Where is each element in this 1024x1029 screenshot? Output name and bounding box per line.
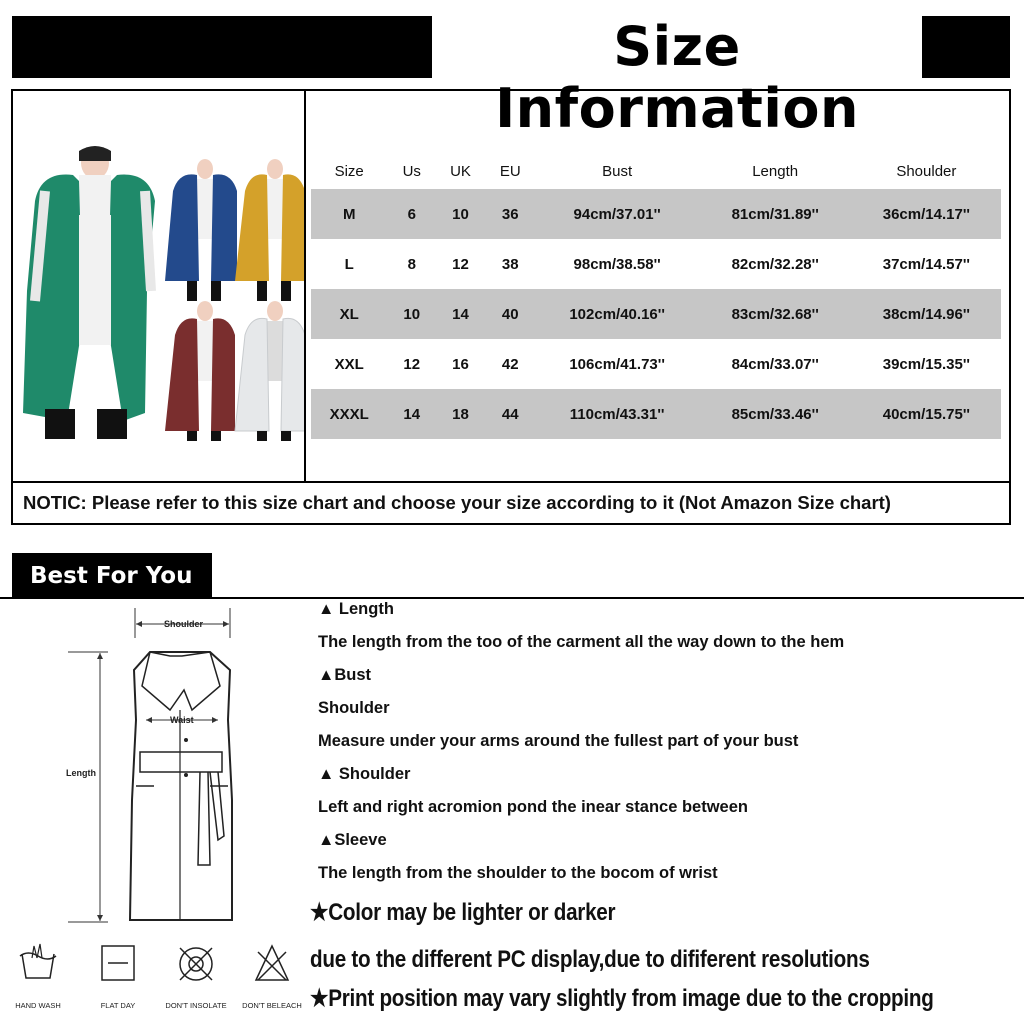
note-bust-sub: Shoulder (318, 699, 390, 717)
cell: 106cm/41.73'' (536, 339, 699, 389)
care-label: DON'T BELEACH (242, 1001, 302, 1010)
color-note-2: due to the different PC display,due to dififerent resolutions (310, 946, 870, 973)
care-label: DON'T INSOLATE (165, 1001, 227, 1010)
measurement-diagram (60, 600, 260, 930)
cell: 38 (485, 239, 536, 289)
model-maroon (165, 301, 235, 441)
care-label: FLAT DAY (100, 1001, 136, 1010)
cell: 83cm/32.68'' (699, 289, 852, 339)
cell: 36 (485, 189, 536, 239)
cell: 37cm/14.57'' (852, 239, 1001, 289)
vertical-divider (304, 91, 306, 481)
length-label: Length (66, 768, 96, 778)
cell: 38cm/14.96'' (852, 289, 1001, 339)
cell: 36cm/14.17'' (852, 189, 1001, 239)
col-uk: UK (450, 162, 471, 180)
note-length: The length from the too of the carment all the way down to the hem (318, 633, 845, 651)
care-label: HAND WASH (15, 1001, 61, 1010)
page-title: Size Information (432, 16, 922, 78)
model-green (23, 146, 155, 439)
cell: 39cm/15.35'' (852, 339, 1001, 389)
best-for-you-tab: Best For You (12, 553, 212, 597)
section-line (0, 597, 1024, 599)
title-bar (12, 15, 1010, 140)
color-note-1: ★Color may be lighter or darker (310, 899, 616, 926)
model-yellow (235, 159, 304, 301)
note-sleeve: The length from the shoulder to the bocom of wrist (318, 864, 718, 882)
note-heading-bust: ▲Bust (318, 666, 371, 684)
do-not-insolate-icon (180, 948, 212, 980)
model-white (235, 301, 304, 441)
table-row (311, 289, 1001, 339)
note-bust: Measure under your arms around the fullest part of your bust (318, 732, 799, 750)
table-row (311, 239, 1001, 289)
cell: 40 (485, 289, 536, 339)
cell: 81cm/31.89'' (699, 189, 852, 239)
cell: 16 (436, 339, 485, 389)
cell: 82cm/32.28'' (699, 239, 852, 289)
cell: 6 (387, 189, 436, 239)
cell: XXXL (311, 389, 387, 439)
shoulder-label: Shoulder (164, 619, 204, 629)
cell: 102cm/40.16'' (536, 289, 699, 339)
col-length: Length (752, 162, 799, 180)
table-row (311, 339, 1001, 389)
care-icons (10, 940, 310, 1024)
cell: 10 (436, 189, 485, 239)
cell: XXL (311, 339, 387, 389)
cell: 44 (485, 389, 536, 439)
size-table (311, 153, 1001, 439)
size-chart-box (11, 89, 1011, 525)
cell: 84cm/33.07'' (699, 339, 852, 389)
cell: XL (311, 289, 387, 339)
do-not-bleach-icon (256, 946, 288, 980)
size-notice: NOTIC: Please refer to this size chart and choose your size according to it (Not Amazon Size chart) (23, 492, 891, 513)
cell: 40cm/15.75'' (852, 389, 1001, 439)
col-eu: EU (499, 162, 521, 180)
horizontal-divider (13, 481, 1009, 483)
vest-models-illustration (13, 91, 304, 481)
care-icons-row (10, 940, 310, 1024)
cell: 98cm/38.58'' (536, 239, 699, 289)
model-blue (165, 159, 237, 301)
cell: 18 (436, 389, 485, 439)
color-note-3: ★Print position may vary slightly from image due to the cropping (310, 985, 934, 1012)
cell: L (311, 239, 387, 289)
hand-wash-icon (20, 944, 56, 978)
cell: 12 (387, 339, 436, 389)
cell: 85cm/33.46'' (699, 389, 852, 439)
col-us: Us (402, 162, 421, 180)
cell: 14 (387, 389, 436, 439)
cell: 110cm/43.31'' (536, 389, 699, 439)
flat-dry-icon (102, 946, 134, 980)
waist-label: Waist (170, 715, 194, 725)
note-heading-length: ▲ Length (318, 600, 394, 618)
col-size: Size (334, 162, 364, 180)
note-shoulder: Left and right acromion pond the inear stance between (318, 798, 748, 816)
cell: 12 (436, 239, 485, 289)
table-row (311, 389, 1001, 439)
cell: 14 (436, 289, 485, 339)
col-shoulder: Shoulder (896, 162, 957, 180)
vest-outline-drawing (60, 600, 260, 930)
note-heading-sleeve: ▲Sleeve (318, 831, 387, 849)
cell: M (311, 189, 387, 239)
cell: 42 (485, 339, 536, 389)
table-header-row (311, 153, 1001, 189)
col-bust: Bust (602, 162, 633, 180)
product-photos (13, 91, 304, 481)
table-row (311, 189, 1001, 239)
cell: 94cm/37.01'' (536, 189, 699, 239)
cell: 8 (387, 239, 436, 289)
cell: 10 (387, 289, 436, 339)
note-heading-shoulder: ▲ Shoulder (318, 765, 411, 783)
